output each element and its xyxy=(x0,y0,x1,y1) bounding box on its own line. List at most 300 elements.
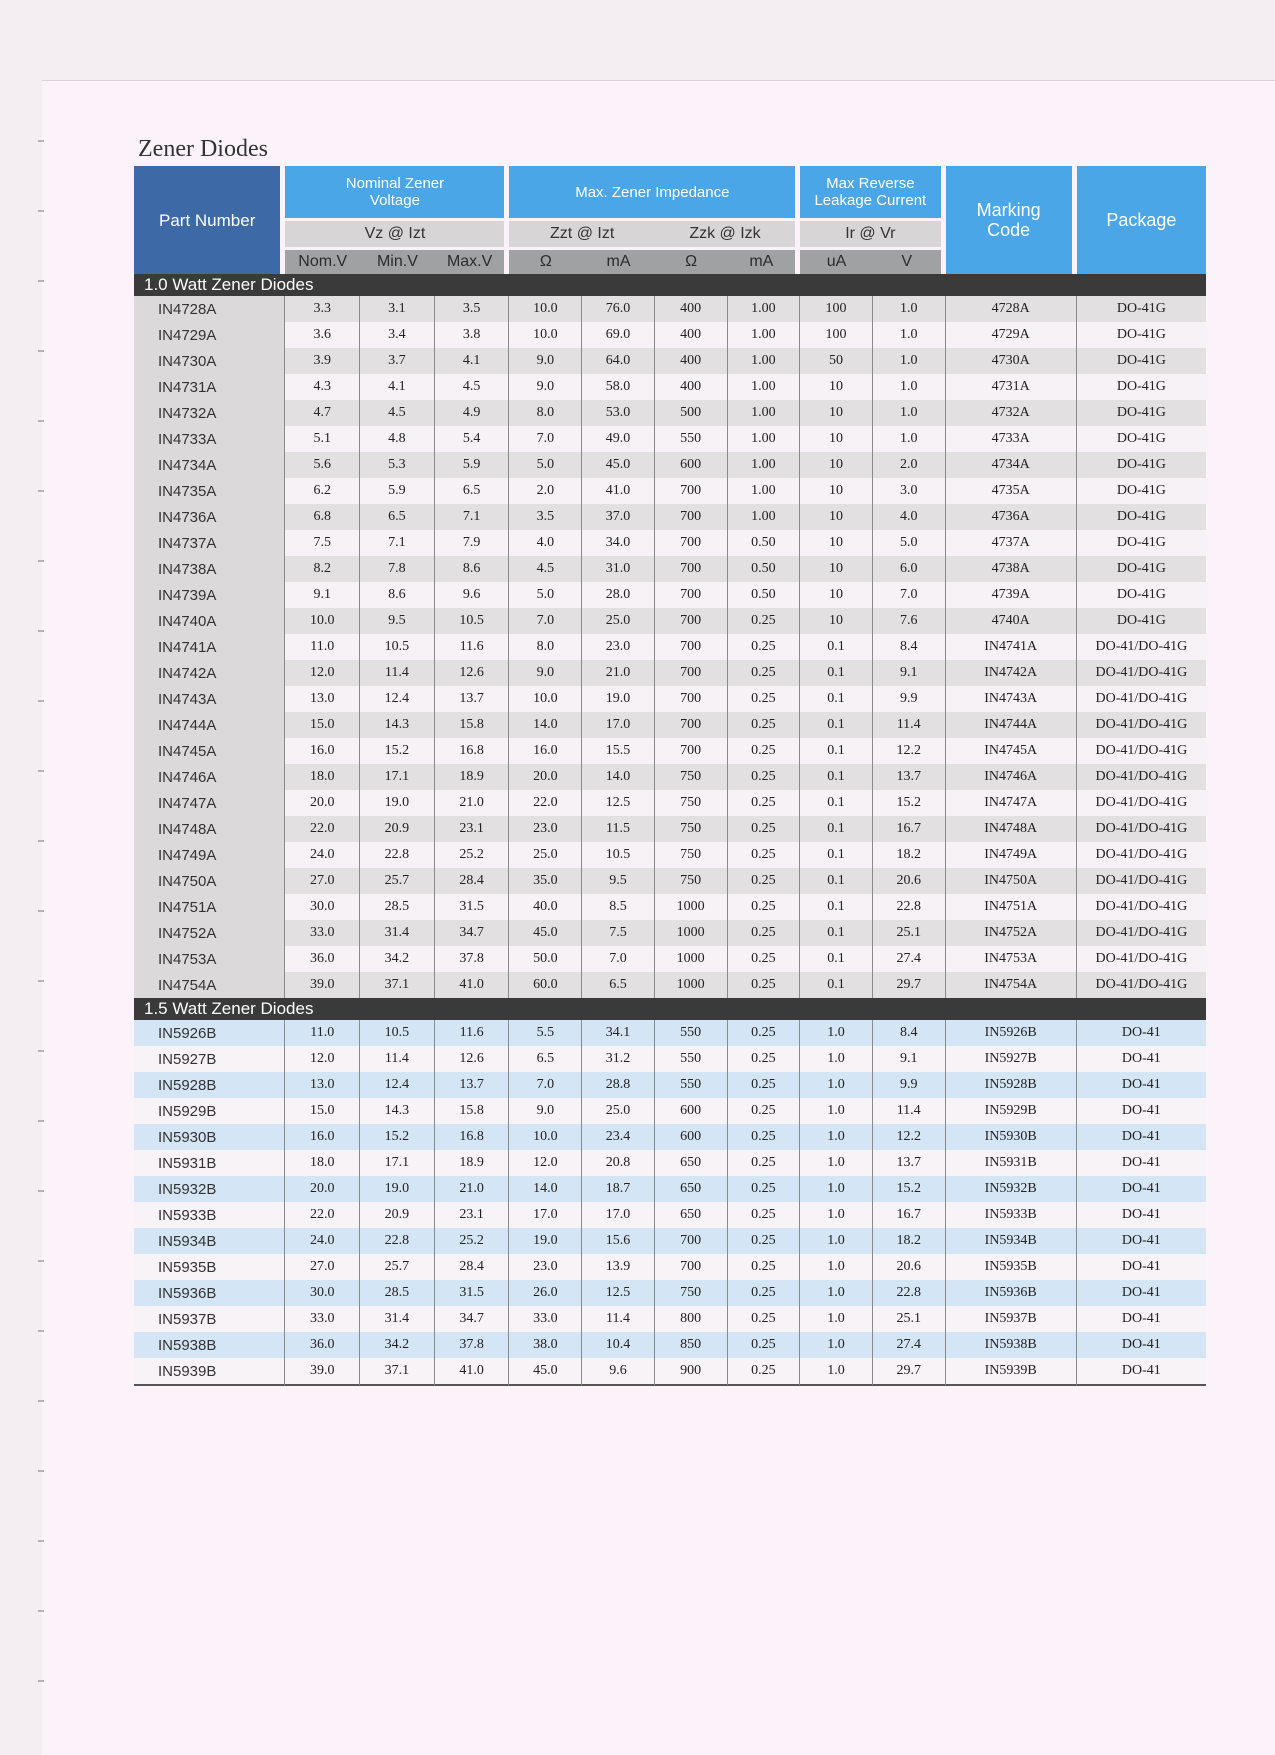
cell-package: DO-41 xyxy=(1077,1150,1206,1176)
cell-zzk-ohm: 400 xyxy=(655,322,728,348)
cell-max-v: 23.1 xyxy=(435,816,510,842)
cell-zzk-ohm: 700 xyxy=(655,1228,728,1254)
cell-ir-ua: 0.1 xyxy=(800,738,873,764)
cell-nom-v: 18.0 xyxy=(285,764,360,790)
cell-vr-v: 22.8 xyxy=(873,1280,946,1306)
cell-part-number: IN4743A xyxy=(134,686,285,712)
cell-zzt-ma: 53.0 xyxy=(582,400,655,426)
cell-vr-v: 7.6 xyxy=(873,608,946,634)
cell-zzk-ma: 0.25 xyxy=(728,686,801,712)
cell-zzk-ma: 0.25 xyxy=(728,712,801,738)
cell-zzk-ma: 0.25 xyxy=(728,1254,801,1280)
cell-zzt-ohm: 6.5 xyxy=(509,1046,582,1072)
cell-ir-ua: 10 xyxy=(800,400,873,426)
cell-zzt-ohm: 14.0 xyxy=(509,1176,582,1202)
cell-min-v: 15.2 xyxy=(360,1124,435,1150)
cell-marking-code: IN5937B xyxy=(946,1306,1077,1332)
cell-zzt-ohm: 5.0 xyxy=(509,582,582,608)
cell-zzk-ma: 1.00 xyxy=(728,348,801,374)
cell-zzt-ma: 15.6 xyxy=(582,1228,655,1254)
table-row xyxy=(134,868,1206,894)
cell-zzt-ohm: 38.0 xyxy=(509,1332,582,1358)
cell-zzt-ma: 76.0 xyxy=(582,296,655,322)
cell-zzk-ohm: 750 xyxy=(655,1280,728,1306)
cell-nom-v: 15.0 xyxy=(285,712,360,738)
cell-marking-code: 4730A xyxy=(946,348,1077,374)
cell-marking-code: IN5939B xyxy=(946,1358,1077,1386)
cell-zzk-ohm: 600 xyxy=(655,1098,728,1124)
cell-zzk-ma: 1.00 xyxy=(728,400,801,426)
cell-part-number: IN5929B xyxy=(134,1098,285,1124)
cell-nom-v: 4.7 xyxy=(285,400,360,426)
cell-min-v: 10.5 xyxy=(360,1020,435,1046)
cell-marking-code: 4731A xyxy=(946,374,1077,400)
cell-nom-v: 33.0 xyxy=(285,920,360,946)
cell-marking-code: IN4748A xyxy=(946,816,1077,842)
cell-nom-v: 20.0 xyxy=(285,1176,360,1202)
cell-max-v: 31.5 xyxy=(435,894,510,920)
cell-zzt-ma: 49.0 xyxy=(582,426,655,452)
table-row xyxy=(134,1046,1206,1072)
table-row xyxy=(134,478,1206,504)
cell-zzt-ma: 7.5 xyxy=(582,920,655,946)
cell-zzt-ohm: 4.0 xyxy=(509,530,582,556)
cell-marking-code: 4728A xyxy=(946,296,1077,322)
cell-package: DO-41/DO-41G xyxy=(1077,660,1206,686)
cell-min-v: 28.5 xyxy=(360,1280,435,1306)
cell-zzk-ma: 1.00 xyxy=(728,426,801,452)
cell-part-number: IN4749A xyxy=(134,842,285,868)
header-ir-at-vr: Ir @ Vr xyxy=(800,221,945,250)
cell-vr-v: 15.2 xyxy=(873,1176,946,1202)
cell-min-v: 4.8 xyxy=(360,426,435,452)
cell-ir-ua: 10 xyxy=(800,452,873,478)
cell-zzt-ma: 31.2 xyxy=(582,1046,655,1072)
cell-zzk-ohm: 700 xyxy=(655,608,728,634)
cell-max-v: 3.8 xyxy=(435,322,510,348)
cell-max-v: 18.9 xyxy=(435,1150,510,1176)
cell-min-v: 11.4 xyxy=(360,660,435,686)
cell-marking-code: IN4742A xyxy=(946,660,1077,686)
cell-package: DO-41/DO-41G xyxy=(1077,764,1206,790)
cell-ir-ua: 100 xyxy=(800,296,873,322)
cell-zzt-ma: 10.4 xyxy=(582,1332,655,1358)
cell-zzk-ohm: 900 xyxy=(655,1358,728,1386)
table-row xyxy=(134,634,1206,660)
cell-zzk-ma: 1.00 xyxy=(728,322,801,348)
cell-part-number: IN4733A xyxy=(134,426,285,452)
cell-part-number: IN4742A xyxy=(134,660,285,686)
table-row xyxy=(134,1020,1206,1046)
cell-zzt-ma: 23.0 xyxy=(582,634,655,660)
cell-zzt-ohm: 9.0 xyxy=(509,660,582,686)
cell-vr-v: 7.0 xyxy=(873,582,946,608)
cell-part-number: IN4738A xyxy=(134,556,285,582)
cell-marking-code: IN4753A xyxy=(946,946,1077,972)
cell-part-number: IN4751A xyxy=(134,894,285,920)
cell-ir-ua: 100 xyxy=(800,322,873,348)
cell-marking-code: IN5927B xyxy=(946,1046,1077,1072)
cell-part-number: IN4735A xyxy=(134,478,285,504)
cell-zzk-ma: 0.25 xyxy=(728,1072,801,1098)
cell-package: DO-41 xyxy=(1077,1228,1206,1254)
cell-zzk-ohm: 600 xyxy=(655,452,728,478)
cell-nom-v: 36.0 xyxy=(285,946,360,972)
table-row xyxy=(134,1124,1206,1150)
cell-ir-ua: 1.0 xyxy=(800,1124,873,1150)
cell-part-number: IN4730A xyxy=(134,348,285,374)
cell-zzt-ohm: 3.5 xyxy=(509,504,582,530)
cell-ir-ua: 1.0 xyxy=(800,1176,873,1202)
cell-zzt-ohm: 26.0 xyxy=(509,1280,582,1306)
cell-min-v: 3.7 xyxy=(360,348,435,374)
cell-max-v: 8.6 xyxy=(435,556,510,582)
cell-part-number: IN4745A xyxy=(134,738,285,764)
cell-ir-ua: 1.0 xyxy=(800,1072,873,1098)
cell-vr-v: 25.1 xyxy=(873,1306,946,1332)
cell-min-v: 20.9 xyxy=(360,816,435,842)
unit-vr-v: V xyxy=(873,250,946,274)
cell-zzk-ma: 0.25 xyxy=(728,1306,801,1332)
table-row xyxy=(134,452,1206,478)
cell-zzk-ma: 0.25 xyxy=(728,634,801,660)
cell-zzt-ma: 25.0 xyxy=(582,1098,655,1124)
cell-ir-ua: 0.1 xyxy=(800,920,873,946)
cell-min-v: 19.0 xyxy=(360,790,435,816)
cell-ir-ua: 10 xyxy=(800,530,873,556)
cell-zzk-ma: 0.25 xyxy=(728,972,801,998)
cell-zzt-ohm: 45.0 xyxy=(509,1358,582,1386)
table-row xyxy=(134,1332,1206,1358)
cell-zzt-ohm: 10.0 xyxy=(509,1124,582,1150)
cell-zzk-ma: 0.25 xyxy=(728,946,801,972)
cell-ir-ua: 0.1 xyxy=(800,946,873,972)
cell-zzk-ma: 0.25 xyxy=(728,1332,801,1358)
cell-ir-ua: 1.0 xyxy=(800,1150,873,1176)
cell-marking-code: IN4745A xyxy=(946,738,1077,764)
cell-vr-v: 29.7 xyxy=(873,972,946,998)
cell-vr-v: 8.4 xyxy=(873,634,946,660)
cell-marking-code: 4734A xyxy=(946,452,1077,478)
cell-zzt-ma: 41.0 xyxy=(582,478,655,504)
cell-min-v: 5.9 xyxy=(360,478,435,504)
cell-ir-ua: 10 xyxy=(800,608,873,634)
cell-zzt-ohm: 14.0 xyxy=(509,712,582,738)
cell-max-v: 34.7 xyxy=(435,920,510,946)
cell-zzk-ma: 1.00 xyxy=(728,374,801,400)
cell-zzt-ohm: 23.0 xyxy=(509,816,582,842)
cell-package: DO-41/DO-41G xyxy=(1077,738,1206,764)
cell-zzk-ma: 0.25 xyxy=(728,1358,801,1386)
cell-marking-code: IN4741A xyxy=(946,634,1077,660)
cell-zzk-ma: 1.00 xyxy=(728,504,801,530)
cell-vr-v: 15.2 xyxy=(873,790,946,816)
cell-nom-v: 12.0 xyxy=(285,1046,360,1072)
cell-min-v: 17.1 xyxy=(360,764,435,790)
cell-zzt-ma: 7.0 xyxy=(582,946,655,972)
table-row xyxy=(134,1358,1206,1386)
cell-ir-ua: 0.1 xyxy=(800,790,873,816)
cell-part-number: IN4737A xyxy=(134,530,285,556)
cell-vr-v: 11.4 xyxy=(873,712,946,738)
page-title: Zener Diodes xyxy=(138,136,268,162)
cell-ir-ua: 0.1 xyxy=(800,842,873,868)
cell-part-number: IN4728A xyxy=(134,296,285,322)
cell-min-v: 37.1 xyxy=(360,1358,435,1386)
cell-package: DO-41 xyxy=(1077,1332,1206,1358)
table-row xyxy=(134,582,1206,608)
table-row xyxy=(134,1228,1206,1254)
cell-marking-code: IN5931B xyxy=(946,1150,1077,1176)
cell-vr-v: 1.0 xyxy=(873,322,946,348)
table-row xyxy=(134,686,1206,712)
cell-package: DO-41/DO-41G xyxy=(1077,686,1206,712)
cell-min-v: 6.5 xyxy=(360,504,435,530)
cell-zzt-ma: 64.0 xyxy=(582,348,655,374)
section-rows-1w xyxy=(134,296,1206,998)
cell-zzt-ohm: 10.0 xyxy=(509,322,582,348)
cell-min-v: 34.2 xyxy=(360,946,435,972)
cell-zzk-ma: 0.25 xyxy=(728,790,801,816)
cell-zzk-ohm: 550 xyxy=(655,426,728,452)
table-row xyxy=(134,712,1206,738)
cell-min-v: 34.2 xyxy=(360,1332,435,1358)
cell-min-v: 5.3 xyxy=(360,452,435,478)
cell-nom-v: 36.0 xyxy=(285,1332,360,1358)
cell-min-v: 4.5 xyxy=(360,400,435,426)
cell-vr-v: 27.4 xyxy=(873,1332,946,1358)
cell-zzt-ohm: 9.0 xyxy=(509,1098,582,1124)
cell-package: DO-41/DO-41G xyxy=(1077,634,1206,660)
cell-ir-ua: 10 xyxy=(800,374,873,400)
cell-zzk-ohm: 550 xyxy=(655,1020,728,1046)
cell-zzt-ohm: 9.0 xyxy=(509,374,582,400)
cell-zzk-ohm: 700 xyxy=(655,660,728,686)
cell-max-v: 25.2 xyxy=(435,842,510,868)
cell-vr-v: 9.1 xyxy=(873,1046,946,1072)
cell-part-number: IN4736A xyxy=(134,504,285,530)
cell-nom-v: 22.0 xyxy=(285,1202,360,1228)
cell-zzt-ma: 45.0 xyxy=(582,452,655,478)
cell-part-number: IN4744A xyxy=(134,712,285,738)
cell-zzt-ma: 34.0 xyxy=(582,530,655,556)
cell-part-number: IN5933B xyxy=(134,1202,285,1228)
cell-ir-ua: 0.1 xyxy=(800,868,873,894)
table-row xyxy=(134,1098,1206,1124)
table-row xyxy=(134,738,1206,764)
cell-zzk-ma: 1.00 xyxy=(728,296,801,322)
cell-nom-v: 3.9 xyxy=(285,348,360,374)
cell-zzk-ohm: 1000 xyxy=(655,972,728,998)
cell-zzk-ma: 0.25 xyxy=(728,1228,801,1254)
cell-vr-v: 16.7 xyxy=(873,1202,946,1228)
cell-min-v: 3.4 xyxy=(360,322,435,348)
cell-max-v: 41.0 xyxy=(435,1358,510,1386)
header-package: Package xyxy=(1077,166,1206,274)
cell-zzk-ma: 0.25 xyxy=(728,764,801,790)
table-row xyxy=(134,1280,1206,1306)
cell-zzk-ohm: 400 xyxy=(655,348,728,374)
cell-nom-v: 33.0 xyxy=(285,1306,360,1332)
unit-zzk-ma: mA xyxy=(728,250,801,274)
cell-vr-v: 1.0 xyxy=(873,296,946,322)
cell-marking-code: IN5928B xyxy=(946,1072,1077,1098)
cell-nom-v: 15.0 xyxy=(285,1098,360,1124)
cell-zzk-ma: 0.50 xyxy=(728,530,801,556)
cell-zzk-ohm: 650 xyxy=(655,1176,728,1202)
cell-zzk-ma: 0.25 xyxy=(728,1020,801,1046)
cell-package: DO-41G xyxy=(1077,452,1206,478)
table-row xyxy=(134,322,1206,348)
cell-zzk-ohm: 400 xyxy=(655,374,728,400)
cell-vr-v: 1.0 xyxy=(873,426,946,452)
cell-zzt-ohm: 7.0 xyxy=(509,608,582,634)
cell-zzk-ohm: 750 xyxy=(655,764,728,790)
cell-vr-v: 16.7 xyxy=(873,816,946,842)
cell-package: DO-41G xyxy=(1077,478,1206,504)
cell-vr-v: 18.2 xyxy=(873,1228,946,1254)
cell-nom-v: 39.0 xyxy=(285,1358,360,1386)
cell-max-v: 7.9 xyxy=(435,530,510,556)
cell-nom-v: 11.0 xyxy=(285,634,360,660)
cell-ir-ua: 0.1 xyxy=(800,634,873,660)
cell-vr-v: 3.0 xyxy=(873,478,946,504)
cell-marking-code: IN5933B xyxy=(946,1202,1077,1228)
cell-zzk-ohm: 700 xyxy=(655,1254,728,1280)
cell-part-number: IN5931B xyxy=(134,1150,285,1176)
cell-marking-code: IN4752A xyxy=(946,920,1077,946)
cell-part-number: IN5930B xyxy=(134,1124,285,1150)
cell-ir-ua: 1.0 xyxy=(800,1358,873,1386)
cell-zzt-ohm: 17.0 xyxy=(509,1202,582,1228)
cell-part-number: IN4753A xyxy=(134,946,285,972)
cell-part-number: IN5938B xyxy=(134,1332,285,1358)
cell-min-v: 12.4 xyxy=(360,1072,435,1098)
cell-part-number: IN5939B xyxy=(134,1358,285,1386)
cell-marking-code: 4736A xyxy=(946,504,1077,530)
cell-zzk-ohm: 1000 xyxy=(655,920,728,946)
cell-nom-v: 20.0 xyxy=(285,790,360,816)
cell-zzk-ohm: 750 xyxy=(655,868,728,894)
cell-ir-ua: 1.0 xyxy=(800,1280,873,1306)
cell-max-v: 23.1 xyxy=(435,1202,510,1228)
cell-max-v: 15.8 xyxy=(435,1098,510,1124)
cell-zzt-ma: 25.0 xyxy=(582,608,655,634)
cell-ir-ua: 10 xyxy=(800,556,873,582)
cell-max-v: 18.9 xyxy=(435,764,510,790)
cell-ir-ua: 0.1 xyxy=(800,894,873,920)
cell-marking-code: IN4749A xyxy=(946,842,1077,868)
cell-max-v: 21.0 xyxy=(435,1176,510,1202)
header-zzk-at-izk: Zzk @ Izk xyxy=(655,221,800,250)
cell-min-v: 25.7 xyxy=(360,1254,435,1280)
cell-zzt-ma: 12.5 xyxy=(582,790,655,816)
cell-ir-ua: 1.0 xyxy=(800,1228,873,1254)
table-row xyxy=(134,894,1206,920)
cell-vr-v: 9.9 xyxy=(873,1072,946,1098)
cell-zzk-ohm: 500 xyxy=(655,400,728,426)
cell-package: DO-41 xyxy=(1077,1124,1206,1150)
cell-zzk-ohm: 700 xyxy=(655,582,728,608)
cell-min-v: 17.1 xyxy=(360,1150,435,1176)
cell-zzk-ma: 1.00 xyxy=(728,452,801,478)
cell-package: DO-41/DO-41G xyxy=(1077,972,1206,998)
cell-nom-v: 30.0 xyxy=(285,1280,360,1306)
cell-zzk-ohm: 800 xyxy=(655,1306,728,1332)
cell-zzt-ma: 28.0 xyxy=(582,582,655,608)
cell-zzk-ohm: 700 xyxy=(655,712,728,738)
cell-zzt-ma: 8.5 xyxy=(582,894,655,920)
cell-nom-v: 6.8 xyxy=(285,504,360,530)
cell-package: DO-41G xyxy=(1077,504,1206,530)
cell-ir-ua: 10 xyxy=(800,426,873,452)
header-marking-code: Marking Code xyxy=(946,166,1077,274)
cell-vr-v: 27.4 xyxy=(873,946,946,972)
cell-package: DO-41/DO-41G xyxy=(1077,868,1206,894)
cell-part-number: IN4739A xyxy=(134,582,285,608)
cell-nom-v: 18.0 xyxy=(285,1150,360,1176)
cell-vr-v: 4.0 xyxy=(873,504,946,530)
cell-part-number: IN4741A xyxy=(134,634,285,660)
table-row xyxy=(134,946,1206,972)
cell-marking-code: IN5935B xyxy=(946,1254,1077,1280)
cell-min-v: 7.1 xyxy=(360,530,435,556)
cell-zzt-ohm: 12.0 xyxy=(509,1150,582,1176)
cell-zzt-ma: 17.0 xyxy=(582,1202,655,1228)
cell-min-v: 19.0 xyxy=(360,1176,435,1202)
cell-min-v: 22.8 xyxy=(360,1228,435,1254)
cell-ir-ua: 1.0 xyxy=(800,1046,873,1072)
unit-zzk-ohm: Ω xyxy=(655,250,728,274)
cell-package: DO-41G xyxy=(1077,374,1206,400)
cell-ir-ua: 1.0 xyxy=(800,1306,873,1332)
cell-vr-v: 25.1 xyxy=(873,920,946,946)
cell-max-v: 4.5 xyxy=(435,374,510,400)
cell-max-v: 5.4 xyxy=(435,426,510,452)
cell-part-number: IN4734A xyxy=(134,452,285,478)
cell-ir-ua: 0.1 xyxy=(800,660,873,686)
cell-ir-ua: 0.1 xyxy=(800,972,873,998)
cell-nom-v: 4.3 xyxy=(285,374,360,400)
cell-marking-code: 4740A xyxy=(946,608,1077,634)
cell-zzk-ohm: 700 xyxy=(655,478,728,504)
cell-nom-v: 5.6 xyxy=(285,452,360,478)
table-row xyxy=(134,1254,1206,1280)
cell-zzk-ohm: 700 xyxy=(655,504,728,530)
cell-zzk-ohm: 700 xyxy=(655,634,728,660)
cell-part-number: IN4754A xyxy=(134,972,285,998)
cell-max-v: 16.8 xyxy=(435,1124,510,1150)
header-part-number: Part Number xyxy=(134,166,285,274)
cell-zzk-ohm: 1000 xyxy=(655,894,728,920)
cell-package: DO-41 xyxy=(1077,1020,1206,1046)
cell-zzt-ma: 58.0 xyxy=(582,374,655,400)
cell-nom-v: 13.0 xyxy=(285,686,360,712)
cell-max-v: 41.0 xyxy=(435,972,510,998)
cell-package: DO-41 xyxy=(1077,1098,1206,1124)
cell-part-number: IN4750A xyxy=(134,868,285,894)
cell-part-number: IN5932B xyxy=(134,1176,285,1202)
cell-vr-v: 5.0 xyxy=(873,530,946,556)
unit-ir-ua: uA xyxy=(800,250,873,274)
cell-zzk-ma: 0.25 xyxy=(728,920,801,946)
cell-package: DO-41/DO-41G xyxy=(1077,842,1206,868)
cell-zzt-ohm: 20.0 xyxy=(509,764,582,790)
cell-zzk-ma: 1.00 xyxy=(728,478,801,504)
cell-marking-code: 4737A xyxy=(946,530,1077,556)
cell-zzt-ohm: 19.0 xyxy=(509,1228,582,1254)
section-rows-1-5w xyxy=(134,1020,1206,1386)
